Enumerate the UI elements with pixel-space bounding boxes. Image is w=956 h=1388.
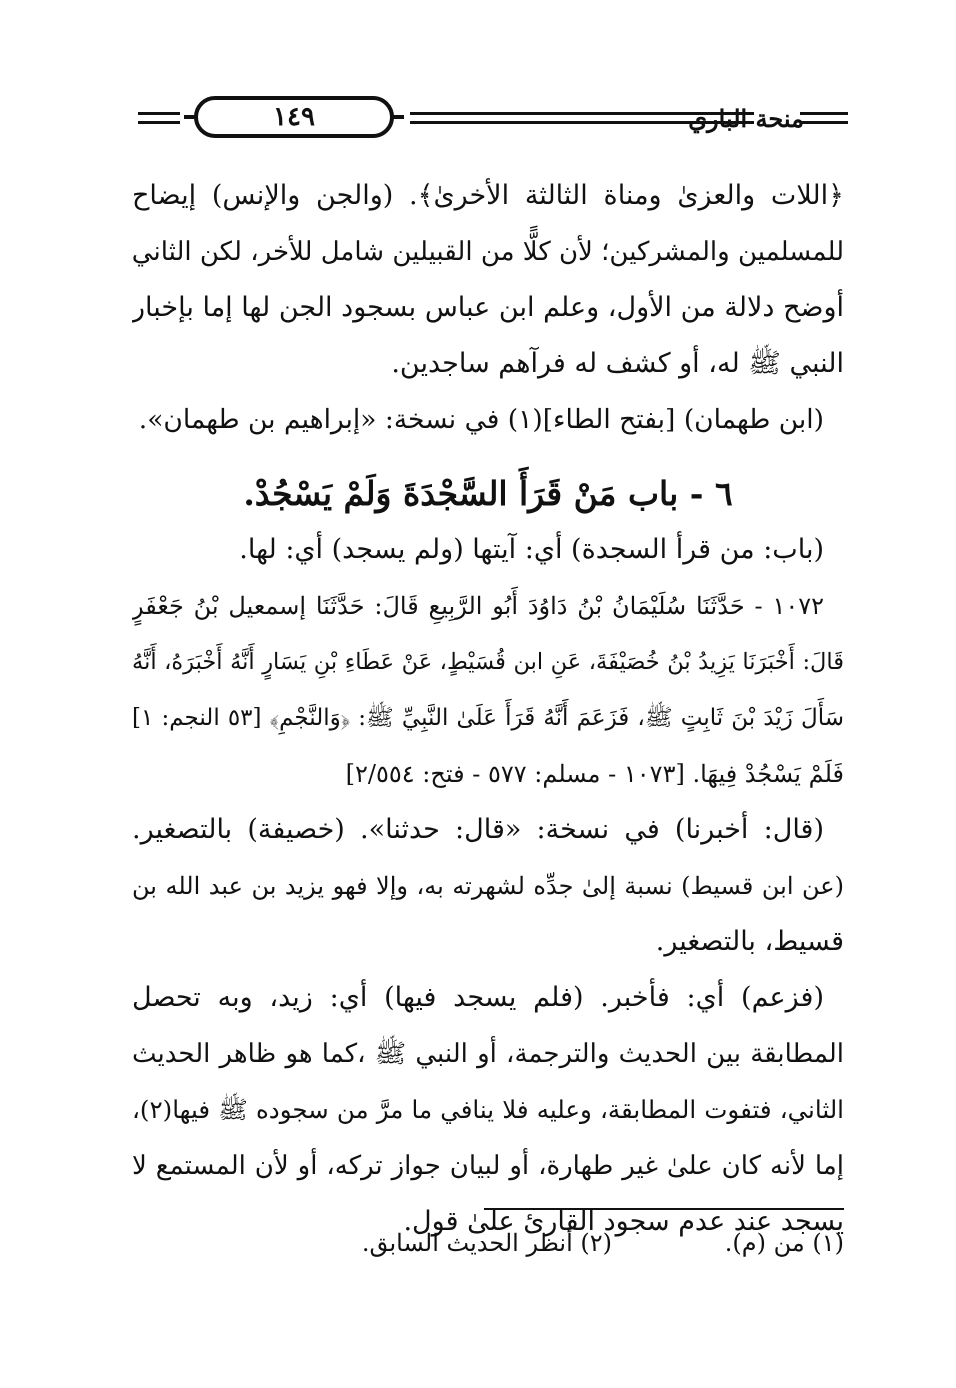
book-title-box (688, 96, 804, 140)
footnote-1: (١) من (م). (724, 1229, 844, 1257)
header-rule-right (800, 112, 848, 124)
footnote-2: (٢) أنظر الحديث السابق. (361, 1229, 612, 1257)
body-line: (ابن طهمان) [بفتح الطاء](١) في نسخة: «إبراهيم بن طهمان». (138, 404, 824, 435)
commentary-line: يسجد عند عدم سجود القارئ علىٰ قول. (403, 1206, 844, 1237)
commentary-line: إما لأنه كان علىٰ غير طهارة، أو لبيان جواز تركه، أو لأن المستمع لا (132, 1151, 844, 1181)
page-body (132, 168, 844, 1250)
chapter-explanation: (باب: من قرأ السجدة) أي: آيتها (ولم يسجد) أي: لها. (239, 534, 824, 565)
chapter-heading: ٦ - باب مَنْ قَرَأَ السَّجْدَةَ وَلَمْ يَسْجُدْ. (243, 474, 733, 513)
commentary-line: الثاني، فتفوت المطابقة، وعليه فلا ينافي ما مرَّ من سجوده ﷺ فيها(٢)، (132, 1095, 844, 1124)
page-number: ١٤٩ (273, 102, 315, 132)
body-line: للمسلمين والمشركين؛ لأن كلًّا من القبيلين شامل للأخر، لكن الثاني (132, 237, 844, 267)
commentary-line: (قال: أخبرنا) في نسخة: «قال: حدثنا». (خصيفة) بالتصغير. (132, 814, 824, 845)
body-line: أوضح دلالة من الأول، وعلم ابن عباس بسجود الجن لها إما بإخبار (132, 292, 844, 323)
page-header (138, 96, 848, 146)
header-rule-left (138, 112, 180, 124)
hadith-line: قَالَ: أَخْبَرَنَا يَزِيدُ بْنُ خُصَيْفَةَ، عَنِ ابن قُسَيْطٍ، عَنْ عَطَاءِ بْنِ يَسَارٍ أَنَّهُ أَخْبَرَهُ، أَنَّهُ (132, 649, 844, 675)
commentary-line: قسيط، بالتصغير. (655, 926, 844, 957)
commentary-line: (فزعم) أي: فأخبر. (فلم يسجد فيها) أي: زيد، وبه تحصل (132, 982, 824, 1013)
footnotes (132, 1218, 844, 1268)
body-line: النبي ﷺ له، أو كشف له فرآهم ساجدين. (391, 348, 844, 379)
body-line: ﴿اللات والعزىٰ ومناة الثالثة الأخرىٰ﴾. (والجن والإنس) إيضاح (132, 180, 844, 211)
hadith-line: فَلَمْ يَسْجُدْ فِيهَا. [١٠٧٣ - مسلم: ٥٧٧ - فتح: ٢/٥٥٤] (345, 760, 844, 788)
book-title: منحة الباري (688, 103, 804, 133)
hadith-line: ١٠٧٢ - حَدَّثَنَا سُلَيْمَانُ بْنُ دَاوُدَ أَبُو الرَّبِيعِ قَالَ: حَدَّثَنَا إسمعيل بْنُ جَعْفَرٍ (132, 592, 824, 620)
commentary-line: (عن ابن قسيط) نسبة إلىٰ جدِّه لشهرته به، وإلا فهو يزيد بن عبد الله بن (132, 872, 844, 900)
footnote-separator (484, 1208, 844, 1210)
hadith-line: سَأَلَ زَيْدَ بْنَ ثَابِتٍ ﷺ، فَزَعَمَ أَنَّهُ قَرَأَ عَلَىٰ النَّبِيِّ ﷺ: ﴿وَالنَّجْمِ﴾ [٥٣ النجم: ١] (132, 705, 844, 731)
commentary-line: المطابقة بين الحديث والترجمة، أو النبي ﷺ ،كما هو ظاهر الحديث (132, 1039, 844, 1069)
page-number-ornament (184, 96, 404, 140)
